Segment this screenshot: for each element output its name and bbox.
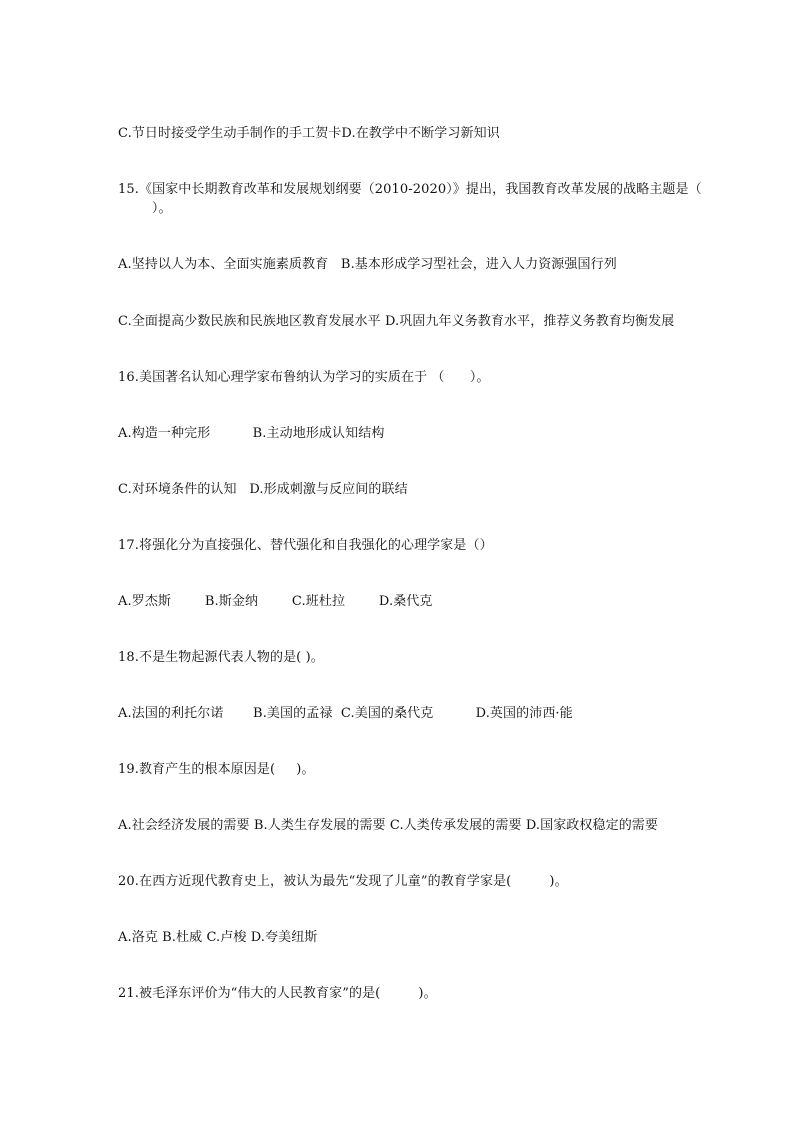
question-19-text: 19.教育产生的根本原因是( )。	[118, 762, 315, 777]
question-19-options: A.社会经济发展的需要 B.人类生存发展的需要 C.人类传承发展的需要 D.国家政权稳定的需要	[118, 818, 659, 833]
question-18-options: A.法国的利托尔诺 B.美国的孟禄 C.美国的桑代克 D.英国的沛西·能	[118, 706, 573, 721]
question-17-text: 17.将强化分为直接强化、替代强化和自我强化的心理学家是（）	[118, 538, 493, 553]
question-18-text: 18.不是生物起源代表人物的是( )。	[118, 650, 324, 665]
question-16-text: 16.美国著名认知心理学家布鲁纳认为学习的实质在于 （ ）。	[118, 370, 490, 385]
question-15-options-ab: A.坚持以人为本、全面实施素质教育 B.基本形成学习型社会，进入人力资源强国行列	[118, 257, 617, 272]
question-16-options-ab: A.构造一种完形 B.主动地形成认知结构	[118, 426, 385, 441]
option-line-14c-14d: C.节日时接受学生动手制作的手工贺卡D.在教学中不断学习新知识	[118, 126, 500, 141]
question-20-options: A.洛克 B.杜威 C.卢梭 D.夸美纽斯	[118, 930, 318, 945]
question-15-options-cd: C.全面提高少数民族和民族地区教育发展水平 D.巩固九年义务教育水平，推荐义务教育均衡发展	[118, 314, 675, 329]
question-15-blank: ）。	[118, 201, 172, 216]
question-20-text: 20.在西方近现代教育史上，被认为最先“发现了儿童”的教育学家是( )。	[118, 874, 568, 889]
question-17-options: A.罗杰斯 B.斯金纳 C.班杜拉 D.桑代克	[118, 594, 433, 609]
question-21-text: 21.被毛泽东评价为“伟大的人民教育家”的是( )。	[118, 986, 437, 1001]
question-16-options-cd: C.对环境条件的认知 D.形成刺激与反应间的联结	[118, 482, 408, 497]
question-15-text: 15.《国家中长期教育改革和发展规划纲要（2010-2020）》提出，我国教育改革发展的战略主题是（	[118, 182, 702, 197]
